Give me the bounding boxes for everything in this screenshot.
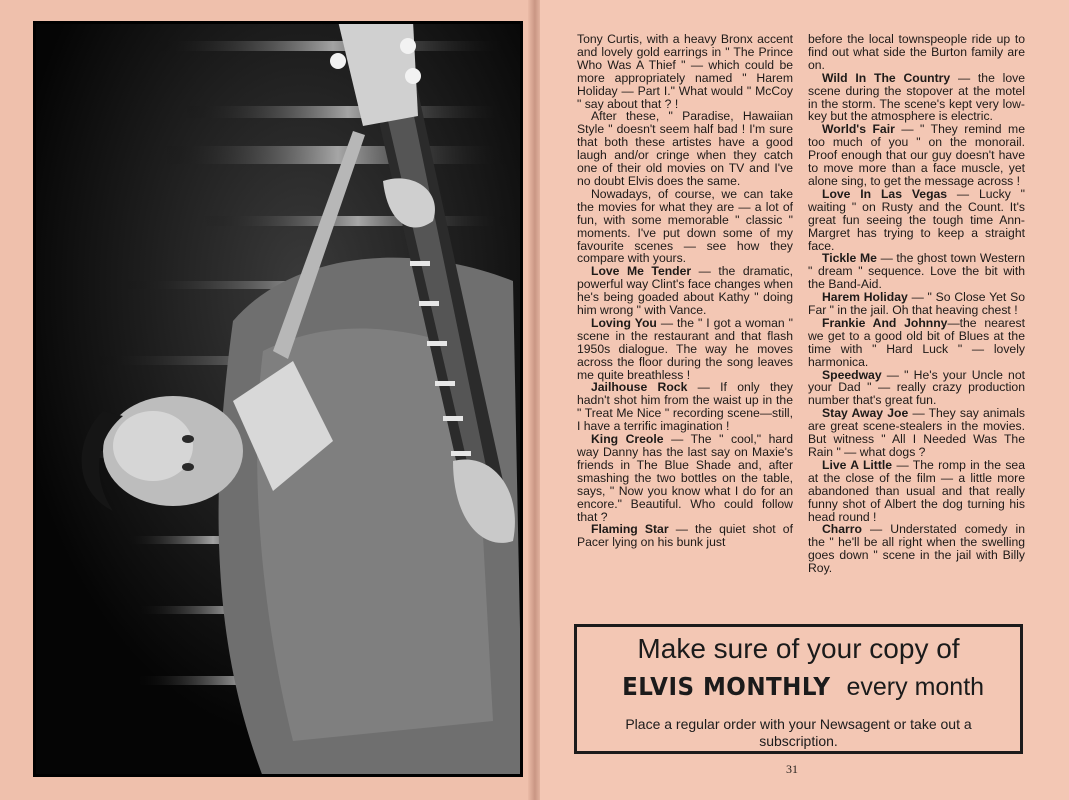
film-title: Harem Holiday <box>822 290 908 305</box>
scene-text: — the love scene during the stopover at the motel in the storm. The scene's kept very low-key but the atmosphere is electric. <box>808 70 1025 124</box>
list-item <box>808 252 1025 291</box>
scene-text: — Lucky " waiting " on Rusty and the Count. It's great fun seeing the tough time Ann-Margret has trying to keep a straight face. <box>808 186 1025 253</box>
film-title: Stay Away Joe <box>822 406 909 421</box>
scene-text: — " So Close Yet So Far " in the jail. Oh that heaving chest ! <box>808 290 1025 318</box>
magazine-brand: ELVIS MONTHLY <box>622 672 831 701</box>
film-title: Speedway <box>822 367 882 382</box>
paragraph: before the local townspeople ride up to find out what side the Burton family are on. <box>808 32 1025 72</box>
film-title: King Creole <box>591 432 664 447</box>
film-title: Charro <box>822 522 862 537</box>
scene-text: — the " I got a woman " scene in the restaurant and that flash 1950s dialogue. The way he moves across the floor during the song leaves me quite breathless ! <box>577 315 793 382</box>
scene-text: — " He's your Uncle not your Dad " — really crazy production number that's great fun. <box>808 367 1025 408</box>
list-item <box>577 433 793 523</box>
advert-instructions: Place a regular order with your Newsagent or take out a subscription. <box>625 716 972 749</box>
scene-text: —the nearest we get to a good old bit of Blues at the time with " Hard Luck " — lovely harmonica. <box>808 315 1025 369</box>
scene-text: — " They remind me too much of you " on the monorail. Proof enough that our guy doesn't have to move more than a face muscle, yet alone sing, to get the message across ! <box>808 122 1025 188</box>
paragraph: Tony Curtis, with a heavy Bronx accent and lovely gold earrings in " The Prince Who Was A Thief " — which could be more appropriately named " Harem Holiday — Part I." What would " McCoy " say about that ? ! <box>577 32 793 111</box>
list-item <box>808 188 1025 253</box>
list-item <box>577 317 793 382</box>
subscription-advert <box>574 624 1023 754</box>
list-item <box>808 72 1025 124</box>
film-title: Love Me Tender <box>591 264 692 279</box>
list-item <box>808 407 1025 459</box>
film-title: Wild In The Country <box>822 70 951 85</box>
scene-text: — Understated comedy in the " he'll be all right when the swelling goes down " scene in the jail with Billy Roy. <box>808 522 1025 576</box>
film-title: Tickle Me <box>822 251 877 266</box>
scene-text: — the dramatic, powerful way Clint's face changes when he's being goaded about Kathy " doing him wrong " with Vance. <box>577 264 793 318</box>
film-title: World's Fair <box>822 122 895 137</box>
list-item <box>808 317 1025 369</box>
list-item <box>577 381 793 433</box>
film-title: Jailhouse Rock <box>591 380 688 395</box>
list-item <box>577 265 793 317</box>
film-title: Frankie And Johnny <box>822 315 948 330</box>
article-column-left <box>577 33 793 549</box>
list-item <box>577 523 793 549</box>
advert-brand-line <box>577 672 1020 702</box>
list-item <box>808 459 1025 524</box>
film-title: Flaming Star <box>591 522 669 537</box>
list-item <box>808 523 1025 575</box>
paragraph: Nowadays, of course, we can take the movies for what they are — a lot of fun, with some memorable " classic " moments. I've put down some of my favourite scenes — see how they compare with yours. <box>577 186 793 266</box>
page-number: 31 <box>786 762 798 776</box>
article-column-right <box>808 33 1025 575</box>
scene-text: — The romp in the sea at the close of the film — a little more abandoned than usual and that really funny shot of Albert the dog turning his head round ! <box>808 457 1025 524</box>
scene-text: — the quiet shot of Pacer lying on his bunk just <box>577 522 793 550</box>
film-title: Love In Las Vegas <box>822 186 948 201</box>
paragraph: After these, " Paradise, Hawaiian Style " doesn't seem half bad ! I'm sure that both these artistes have a good laugh and/or cringe when they catch one of their old movies on TV and I've no doubt Elvis does the same. <box>577 109 793 188</box>
list-item <box>808 291 1025 317</box>
scene-text: — They say animals are great scene-stealers in the movies. But witness " All I Needed Was The Rain " — what dogs ? <box>808 406 1025 459</box>
film-title: Live A Little <box>822 457 893 472</box>
advert-headline: Make sure of your copy of <box>637 633 960 664</box>
list-item <box>808 369 1025 408</box>
scene-text: — The " cool," hard way Danny has the last say on Maxie's friends in The Blue Shade and, after smashing the two bottles on the table, says, " Now you know what I do for an encore." Beautiful. Who could follow that ? <box>577 432 793 524</box>
film-title: Loving You <box>591 315 657 330</box>
photo-illustration <box>33 21 523 777</box>
performer-guitar-photo <box>33 21 523 777</box>
list-item <box>808 123 1025 188</box>
scene-text: — If only they hadn't shot him from the waist up in the " Treat Me Nice " recording scene—still, I have a terrific imagination ! <box>577 380 793 434</box>
advert-frequency: every month <box>846 673 985 701</box>
scene-text: — the ghost town Western " dream " sequence. Love the bit with the Band-Aid. <box>808 251 1025 292</box>
